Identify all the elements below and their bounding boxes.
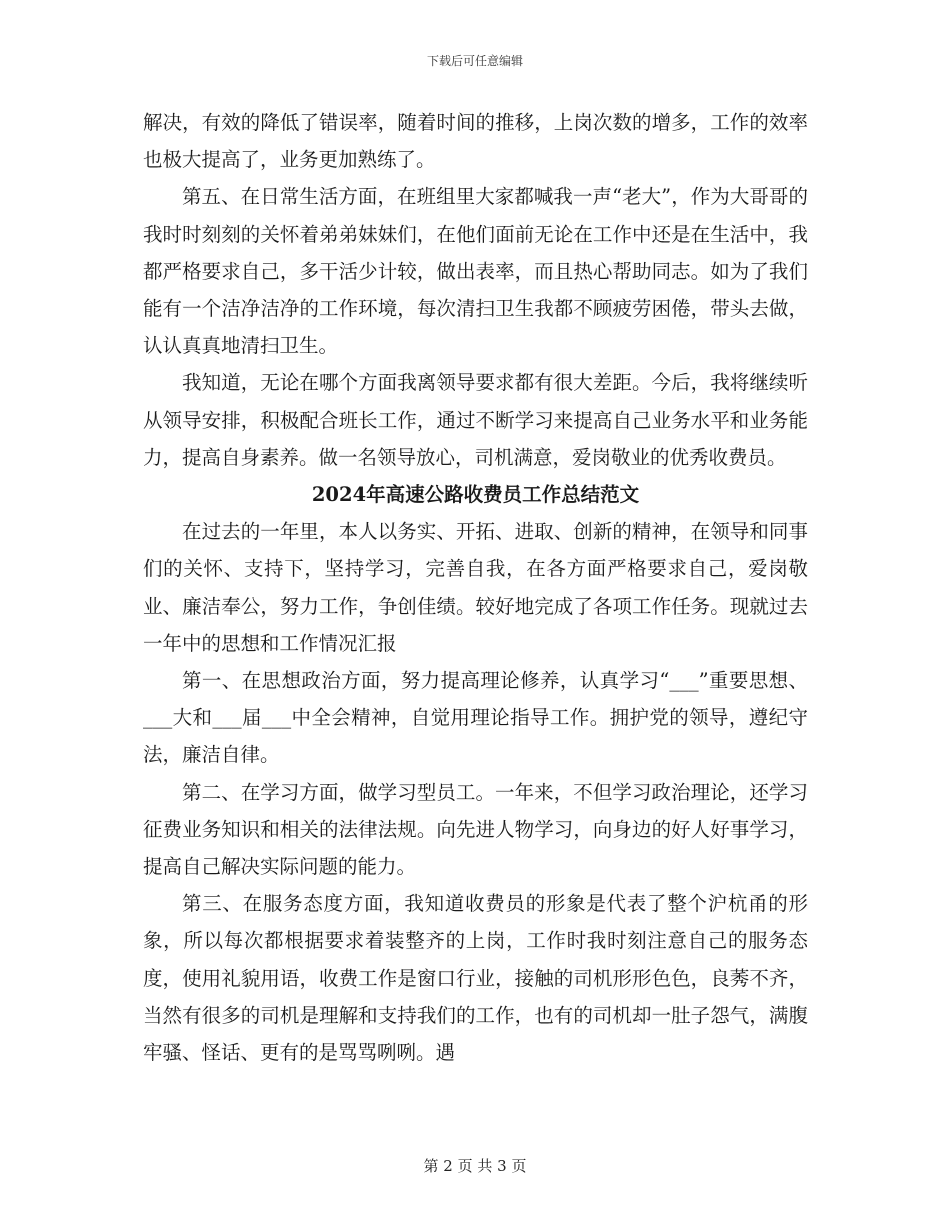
document-body xyxy=(143,104,808,1071)
section-title: 2024年高速公路收费员工作总结范文 xyxy=(311,483,640,507)
paragraph-third-point: 第三、在服务态度方面，我知道收费员的形象是代表了整个沪杭甬的形象，所以每次都根据要求着装整齐的上岗，工作时我时刻注意自己的服务态度，使用礼貌用语，收费工作是窗口行业，接触的司机形形色色，良莠不齐，当然有很多的司机是理解和支持我们的工作，也有的司机却一肚子怨气，满腹牢骚、怪话、更有的是骂骂咧咧。遇 xyxy=(143,892,808,1065)
page-footer: 第 2 页 共 3 页 xyxy=(423,1157,527,1175)
paragraph-continuation: 解决，有效的降低了错误率，随着时间的推移，上岗次数的增多，工作的效率也极大提高了，业务更加熟练了。 xyxy=(143,111,808,172)
paragraph-first-point: 第一、在思想政治方面，努力提高理论修养，认真学习“___”重要思想、___大和___届___中全会精神，自觉用理论指导工作。拥护党的领导，遵纪守法，廉洁自律。 xyxy=(143,669,808,767)
paragraph-second-point: 第二、在学习方面，做学习型员工。一年来，不但学习政治理论，还学习征费业务知识和相关的法律法规。向先进人物学习，向身边的好人好事学习，提高自己解决实际问题的能力。 xyxy=(143,780,808,879)
page-header: 下载后可任意编辑 xyxy=(426,54,523,68)
paragraph-fifth-point: 第五、在日常生活方面，在班组里大家都喊我一声“老大”，作为大哥哥的我时时刻刻的关怀着弟弟妹妹们，在他们面前无论在工作中还是在生活中，我都严格要求自己，多干活少计较，做出表率，而且热心帮助同志。如为了我们能有一个洁净洁净的工作环境，每次清扫卫生我都不顾疲劳困倦，带头去做，认认真真地清扫卫生。 xyxy=(143,185,808,358)
paragraph-conclusion: 我知道，无论在哪个方面我离领导要求都有很大差距。今后，我将继续听从领导安排，积极配合班长工作，通过不断学习来提高自己业务水平和业务能力，提高自身素养。做一名领导放心，司机满意，爱岗敬业的优秀收费员。 xyxy=(143,371,808,469)
paragraph-intro: 在过去的一年里，本人以务实、开拓、进取、创新的精神，在领导和同事们的关怀、支持下，坚持学习，完善自我，在各方面严格要求自己，爱岗敬业、廉洁奉公，努力工作，争创佳绩。较好地完成了各项工作任务。现就过去一年中的思想和工作情况汇报 xyxy=(143,520,808,655)
